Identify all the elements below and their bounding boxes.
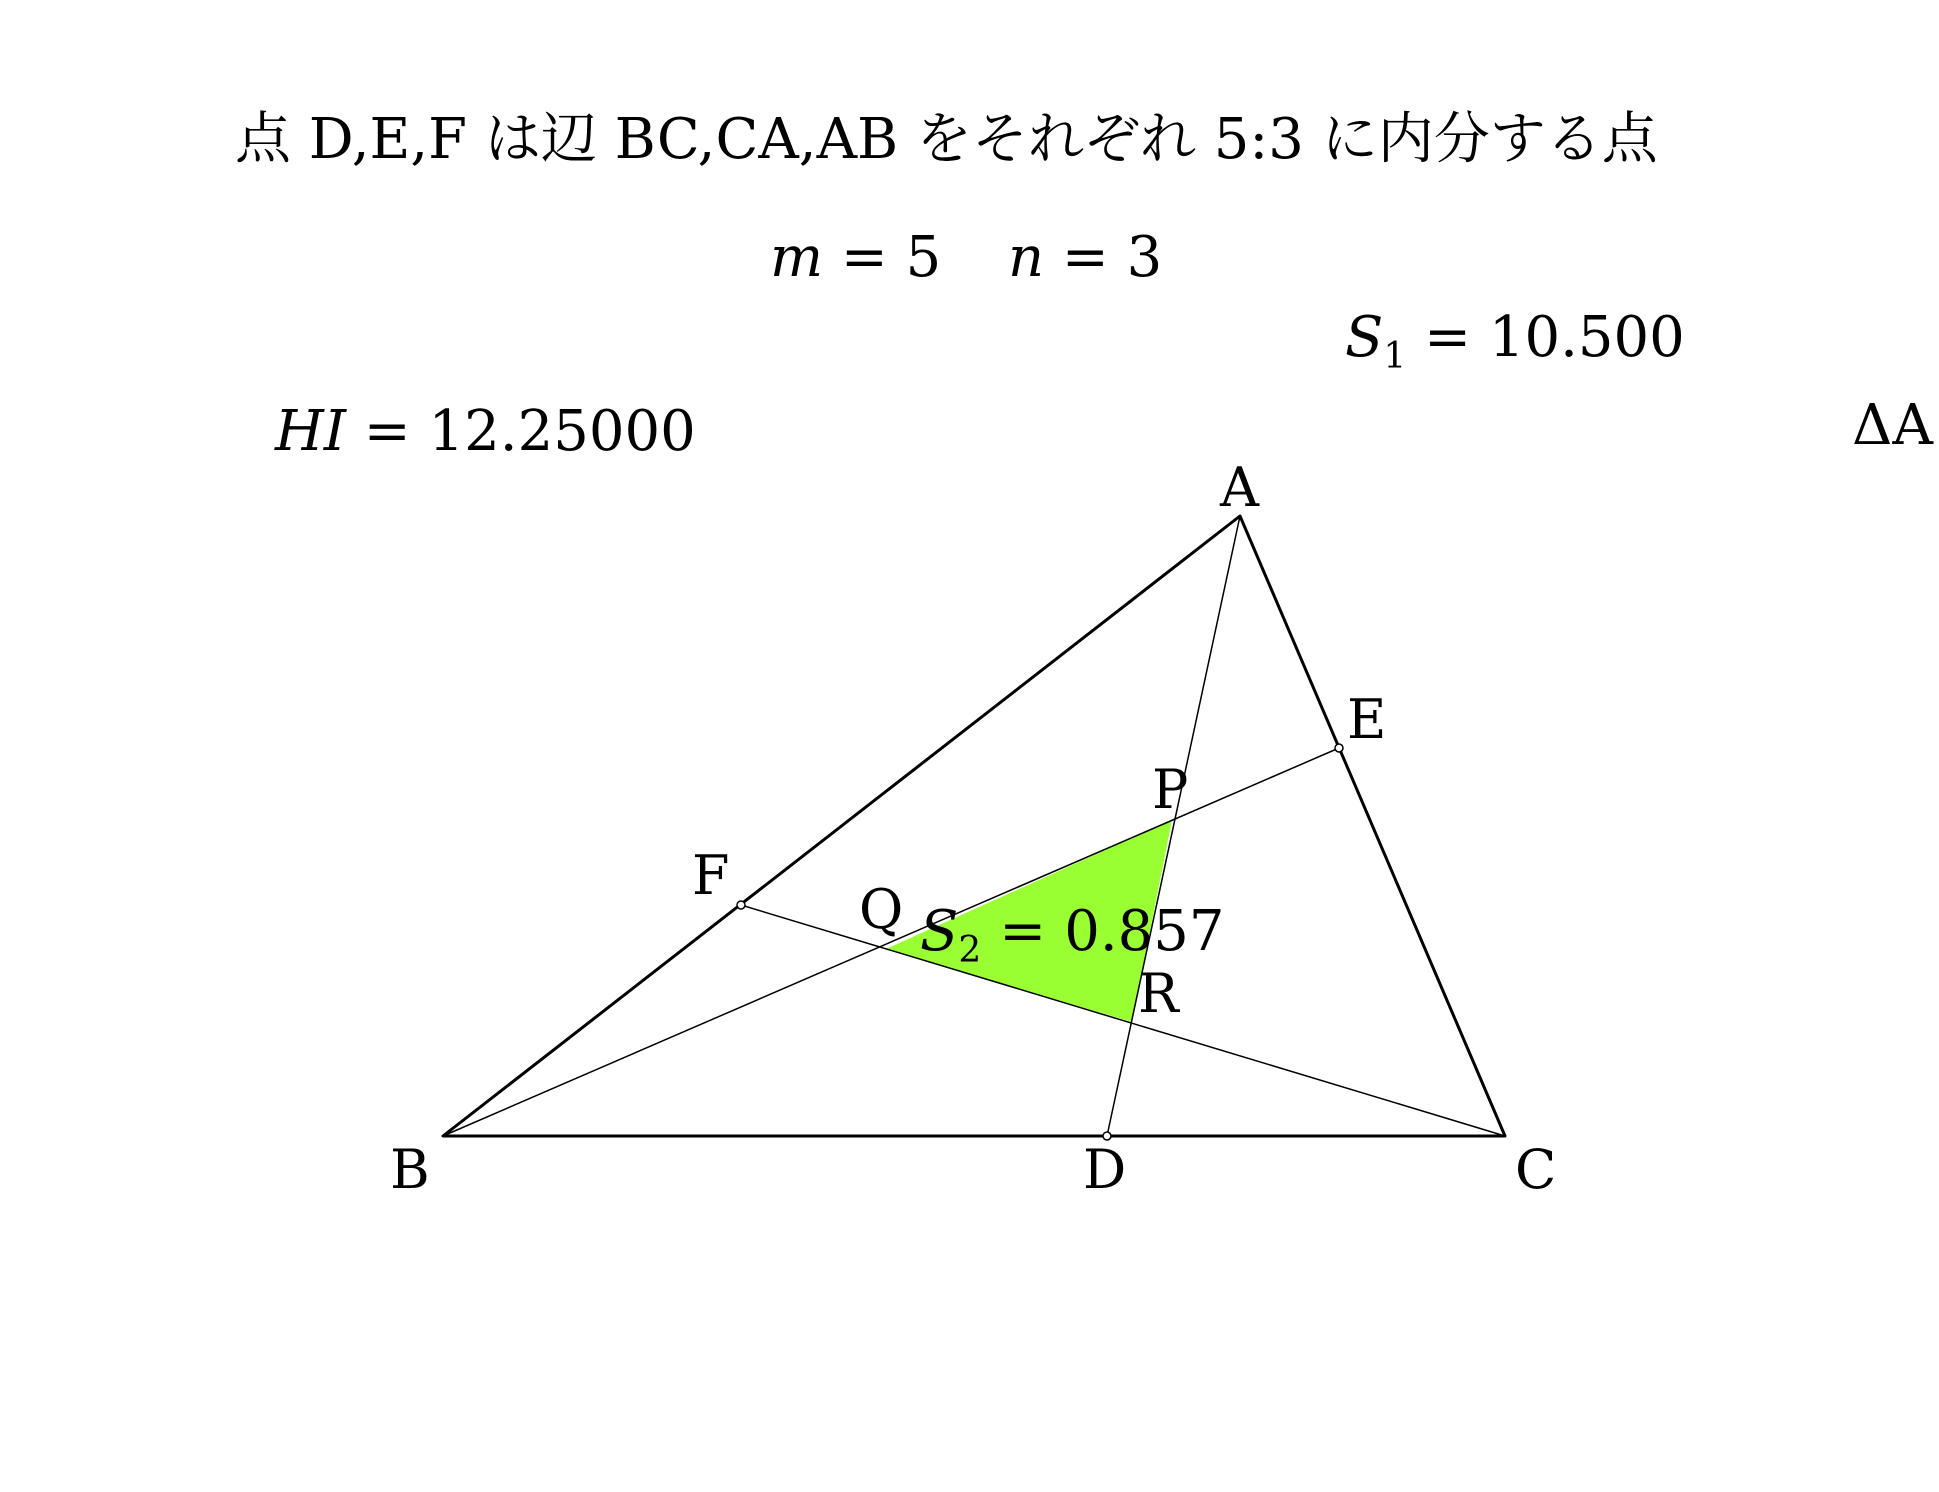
hi-symbol: HI xyxy=(275,399,346,464)
m-value: 5 xyxy=(905,225,942,290)
label-d: D xyxy=(1083,1138,1127,1201)
hi-equals: = xyxy=(363,399,411,464)
label-f: F xyxy=(692,844,730,907)
s2-equals: = xyxy=(999,899,1047,964)
point-f-marker xyxy=(737,901,745,909)
label-q: Q xyxy=(859,878,904,941)
problem-statement: 点 D,E,F は辺 BC,CA,AB をそれぞれ 5:3 に内分する点 xyxy=(235,107,1658,172)
segment-ad xyxy=(1107,516,1240,1136)
triangle-abc xyxy=(443,516,1505,1136)
m-equals: = xyxy=(840,225,888,290)
label-b: B xyxy=(390,1138,430,1201)
n-symbol: n xyxy=(1008,225,1045,290)
s1-symbol: S xyxy=(1345,305,1384,370)
s1-value: 10.500 xyxy=(1488,305,1685,370)
label-r: R xyxy=(1138,962,1179,1025)
n-equals: = xyxy=(1061,225,1109,290)
point-e-marker xyxy=(1335,744,1343,752)
label-c: C xyxy=(1515,1138,1557,1201)
cut-off-label: ΔA xyxy=(1852,393,1933,458)
n-value: 3 xyxy=(1126,225,1163,290)
s2-value: 0.857 xyxy=(1064,899,1225,964)
label-e: E xyxy=(1347,688,1387,751)
s1-subscript: 1 xyxy=(1383,336,1407,377)
label-p: P xyxy=(1152,758,1189,821)
s2-subscript: 2 xyxy=(958,930,982,971)
label-a: A xyxy=(1220,456,1259,519)
m-symbol: m xyxy=(770,225,824,290)
hi-value: 12.25000 xyxy=(428,399,696,464)
s1-equals: = xyxy=(1424,305,1472,370)
s2-symbol: S xyxy=(920,899,959,964)
